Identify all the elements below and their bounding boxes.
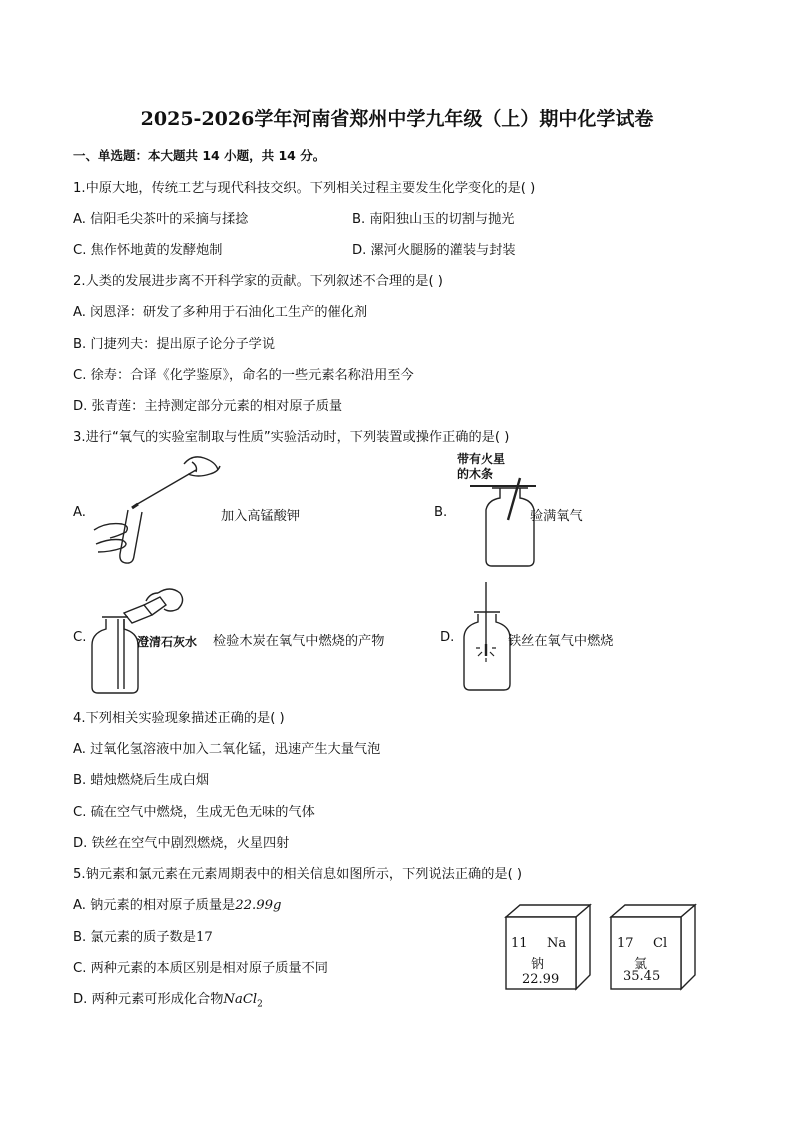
element-cl-name: 氯 xyxy=(634,957,648,972)
q3-option-c-caption: 检验木炭在氧气中燃烧的产物 xyxy=(213,634,385,649)
q3-option-d-caption: 铁丝在氧气中燃烧 xyxy=(508,634,614,649)
q3-b-label-line1: 带有火星 xyxy=(457,452,506,466)
q5-option-b[interactable] xyxy=(73,926,213,945)
q4-option-b[interactable]: B. 蜡烛燃烧后生成白烟 xyxy=(73,773,210,788)
element-na-name: 钠 xyxy=(531,957,545,972)
q5-option-a-math: 22.99g xyxy=(235,898,282,913)
q5-option-d-subscript: 2 xyxy=(257,999,263,1010)
element-na-number: 11 xyxy=(511,936,528,951)
q4-stem: 4.下列相关实验现象描述正确的是( ) xyxy=(73,711,285,726)
q3-option-c-letter[interactable]: C. xyxy=(73,630,87,645)
q5-option-d-math: NaCl xyxy=(223,992,258,1007)
q1-option-b[interactable]: B. 南阳独山玉的切割与抛光 xyxy=(352,212,515,227)
q1-stem: 1.中原大地，传统工艺与现代科技交织。下列相关过程主要发生化学变化的是( ) xyxy=(73,181,536,196)
q2-option-d[interactable]: D. 张青莲：主持测定部分元素的相对原子质量 xyxy=(73,399,343,414)
page-title: 2025-2026学年河南省郑州中学九年级（上）期中化学试卷 xyxy=(140,108,654,130)
element-cl-number: 17 xyxy=(617,936,634,951)
section-heading: 一、单选题：本大题共 14 小题，共 14 分。 xyxy=(73,148,326,163)
q5-option-a-text: A. 钠元素的相对原子质量是 xyxy=(73,898,236,913)
element-na-mass: 22.99 xyxy=(522,972,560,987)
q4-option-c[interactable]: C. 硫在空气中燃烧，生成无色无味的气体 xyxy=(73,805,315,820)
q1-option-d[interactable]: D. 漯河火腿肠的灌装与封装 xyxy=(352,243,516,258)
q5-stem: 5.钠元素和氯元素在元素周期表中的相关信息如图所示，下列说法正确的是( ) xyxy=(73,867,523,882)
q3-a-illustration xyxy=(92,452,222,567)
q2-stem: 2.人类的发展进步离不开科学家的贡献。下列叙述不合理的是( ) xyxy=(73,274,443,289)
q5-option-d-text: D. 两种元素可形成化合物 xyxy=(73,992,224,1007)
q2-option-b[interactable]: B. 门捷列夫：提出原子论分子学说 xyxy=(73,337,276,352)
q1-option-a[interactable]: A. 信阳毛尖茶叶的采摘与揉捻 xyxy=(73,212,249,227)
q1-option-c[interactable]: C. 焦作怀地黄的发酵炮制 xyxy=(73,243,223,258)
q3-option-b-letter[interactable]: B. xyxy=(434,505,448,520)
q3-stem: 3.进行“氧气的实验室制取与性质”实验活动时，下列装置或操作正确的是( ) xyxy=(73,430,510,445)
q2-option-c[interactable]: C. 徐寿：合译《化学鉴原》，命名的一些元素名称沿用至今 xyxy=(73,368,414,383)
q5-option-c[interactable]: C. 两种元素的本质区别是相对原子质量不同 xyxy=(73,961,328,976)
q3-option-a-caption: 加入高锰酸钾 xyxy=(221,509,301,524)
q5-option-a[interactable] xyxy=(73,894,281,913)
q3-c-label: 澄清石灰水 xyxy=(137,635,198,649)
q2-option-a[interactable]: A. 闵恩泽：研发了多种用于石油化工生产的催化剂 xyxy=(73,305,368,320)
q3-option-d-letter[interactable]: D. xyxy=(440,630,455,645)
q5-option-b-math: 17 xyxy=(195,930,213,945)
q3-b-label-line2: 的木条 xyxy=(457,467,494,481)
q4-option-d[interactable]: D. 铁丝在空气中剧烈燃烧，火星四射 xyxy=(73,836,290,851)
element-cl-symbol: Cl xyxy=(653,936,668,951)
q4-option-a[interactable]: A. 过氧化氢溶液中加入二氧化锰，迅速产生大量气泡 xyxy=(73,742,381,757)
element-cl-mass: 35.45 xyxy=(623,969,661,984)
q3-option-b-caption: 验满氧气 xyxy=(530,509,583,524)
element-na-symbol: Na xyxy=(547,936,567,951)
q5-option-d[interactable] xyxy=(73,988,263,1010)
q3-option-a-letter[interactable]: A. xyxy=(73,505,86,520)
q5-option-b-text: B. 氯元素的质子数是 xyxy=(73,930,196,945)
